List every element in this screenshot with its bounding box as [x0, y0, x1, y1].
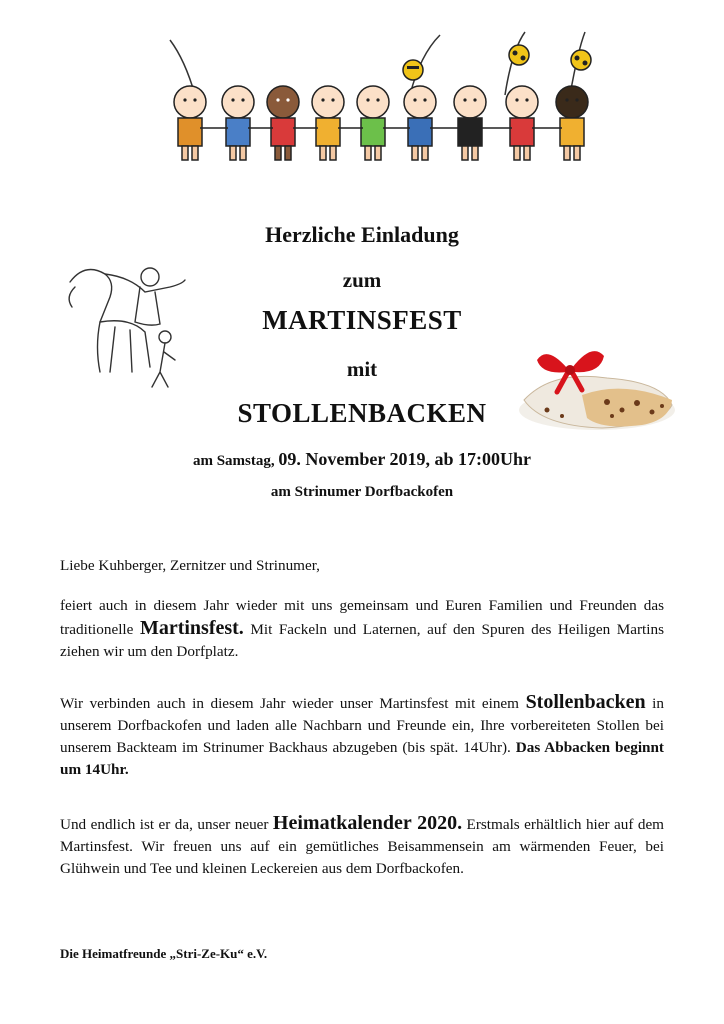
- date-prefix: am Samstag,: [192, 453, 279, 469]
- children-with-lanterns-icon: [0, 0, 724, 175]
- signature: Die Heimatfreunde „Stri-Ze-Ku“ e.V.: [60, 946, 268, 961]
- invitation-zum: zum: [342, 268, 382, 292]
- invitation-mit: mit: [346, 357, 378, 381]
- p3-text-a: Und endlich ist er da, unser neuer: [60, 816, 273, 833]
- date-main: 09. November 2019, ab 17:00Uhr: [278, 449, 532, 469]
- p3-heimatkalender: Heimatkalender 2020.: [272, 812, 463, 834]
- greeting: Liebe Kuhberger, Zernitzer und Strinumer,: [60, 557, 320, 574]
- event-date: [0, 449, 724, 470]
- paragraph-3: [60, 812, 664, 880]
- p3-text-c: Erstmals erhältlich hier auf dem Martinsfest. Wir freuen uns auf ein gemütliches Beisammensein am wärmenden Feuer, bei Glühwein und Tee und kleinen Leckereien aus dem Dorfbackofen.: [60, 816, 664, 877]
- event-subtitle: STOLLENBACKEN: [237, 398, 487, 428]
- p2-text-c: in unserem Dorfbackofen und laden alle Nachbarn und Freunde ein, Ihre vorbereiteten Stollen bei unserem Backteam im Strinumer Backhaus abzugeben (bis spät. 14Uhr).: [60, 695, 664, 756]
- event-name: MARTINSFEST: [262, 305, 462, 335]
- p2-text-a: Wir verbinden auch in diesem Jahr wieder unser Martinsfest mit einem: [60, 695, 526, 712]
- p2-baking-start: Das Abbacken beginnt um 14Uhr.: [60, 739, 664, 778]
- p1-martinsfest: Martinsfest.: [139, 617, 244, 639]
- event-location: am Strinumer Dorfbackofen: [270, 484, 454, 500]
- paragraph-2: [60, 691, 664, 781]
- p1-text-c: Mit Fackeln und Laternen, auf den Spuren des Heiligen Martins ziehen wir um den Dorfplatz.: [60, 621, 664, 660]
- paragraph-1: [60, 595, 664, 663]
- invitation-title: Herzliche Einladung: [265, 222, 459, 247]
- p2-stollenbacken: Stollenbacken: [525, 691, 646, 713]
- p1-text-a: feiert auch in diesem Jahr wieder mit uns gemeinsam und Euren Familien und Freunden das traditionelle: [60, 597, 664, 638]
